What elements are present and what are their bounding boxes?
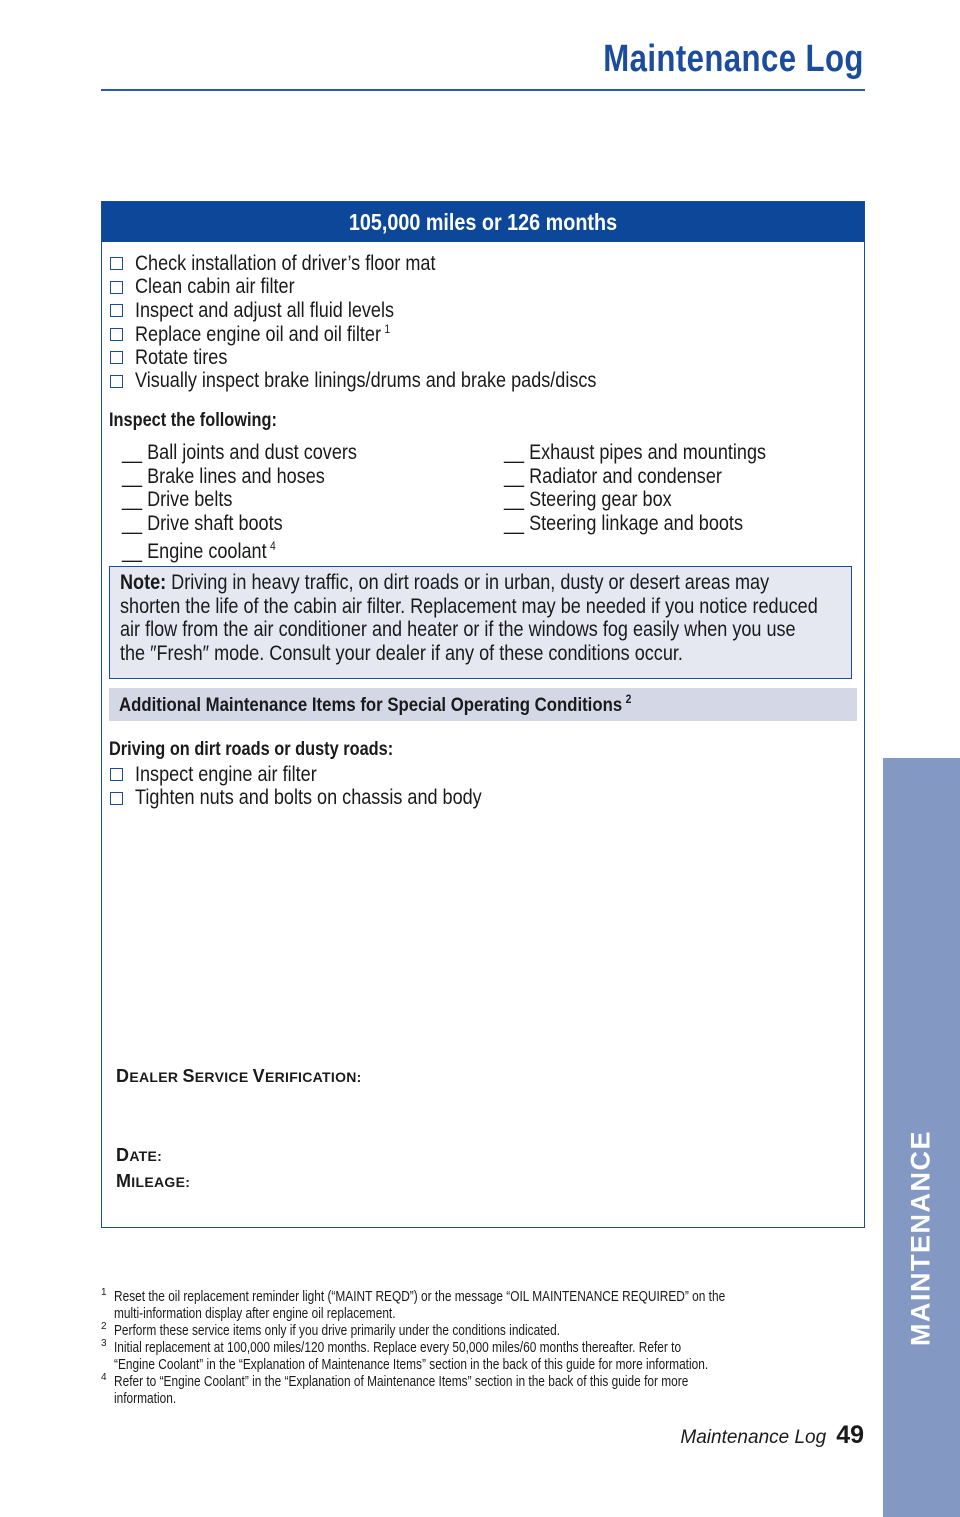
check-label: Inspect and adjust all fluid levels: [135, 298, 395, 322]
side-tab-label: MAINTENANCE: [905, 1130, 936, 1346]
inspect-item: __ Ball joints and dust covers: [122, 441, 357, 464]
check-item-cabin-filter: [110, 276, 672, 300]
check-item-rotate-tires: [110, 346, 672, 370]
maintenance-interval-box: [101, 201, 865, 1228]
footnote-ref: 1: [384, 321, 391, 336]
check-item-engine-oil: [110, 323, 672, 347]
checkbox[interactable]: [110, 281, 123, 294]
check-label: Visually inspect brake linings/drums and brake pads/discs: [135, 369, 597, 393]
inspect-heading: Inspect the following:: [109, 410, 277, 431]
section-side-tab: [883, 758, 960, 1517]
footnote: 3 Initial replacement at 100,000 miles/120 months. Replace every 50,000 miles/60 months thereafter. Refer to “Engine Coolant” in the “Explanation of Maintenance Items” section in the back of this guide for more information.: [101, 1338, 709, 1373]
checkbox[interactable]: [110, 257, 123, 270]
inspect-item: __ Engine coolant $^4$: [122, 539, 276, 563]
checkbox[interactable]: [110, 304, 123, 317]
check-label: Clean cabin air filter: [135, 275, 295, 299]
note-text: air flow from the air conditioner and heater or if the windows fog easily when you use: [120, 618, 796, 641]
inspect-item: __ Radiator and condenser: [504, 464, 722, 488]
check-item-floor-mat: [110, 252, 672, 276]
page-title: Maintenance Log: [603, 38, 864, 80]
note-box: [109, 566, 852, 679]
inspect-item: __ Steering gear box: [504, 488, 672, 511]
check-label: Inspect engine air filter: [135, 762, 317, 786]
mileage-label: MILEAGE:: [116, 1171, 191, 1191]
checkbox[interactable]: [110, 328, 123, 341]
checkbox[interactable]: [110, 351, 123, 364]
check-item-fluid-levels: [110, 299, 672, 323]
note-text: Driving in heavy traffic, on dirt roads or in urban, dusty or desert areas may: [171, 571, 770, 594]
check-item-nuts-bolts: [110, 787, 538, 811]
note-text: the ″Fresh″ mode. Consult your dealer if any of these conditions occur.: [120, 641, 683, 665]
inspect-item: __ Exhaust pipes and mountings: [504, 441, 767, 464]
title-divider: [101, 89, 865, 91]
footer-label: Maintenance Log: [680, 1427, 827, 1448]
driving-condition-heading: Driving on dirt roads or dusty roads:: [109, 739, 394, 760]
dealer-verification-label: DEALER SERVICE VERIFICATION:: [116, 1066, 362, 1086]
page-footer: [680, 1421, 864, 1450]
checkbox[interactable]: [110, 768, 123, 781]
inspect-item: __ Steering linkage and boots: [504, 511, 743, 535]
date-label: DATE:: [116, 1145, 163, 1165]
special-checklist: [110, 763, 538, 810]
inspect-list-right: [504, 441, 809, 535]
check-label: Replace engine oil and oil filter $^1$: [135, 321, 391, 346]
footnote-ref: 4: [270, 539, 276, 553]
page-number: 49: [836, 1421, 864, 1449]
service-checklist: [110, 252, 672, 393]
check-label: Check installation of driver’s floor mat: [135, 251, 436, 275]
check-item-air-filter: [110, 763, 538, 787]
checkbox[interactable]: [110, 375, 123, 388]
footnote: 4 Refer to “Engine Coolant” in the “Explanation of Maintenance Items” section in the back of this guide for more information.: [101, 1372, 689, 1407]
inspect-item: __ Drive shaft boots: [122, 511, 283, 535]
note-text: shorten the life of the cabin air filter. Replacement may be needed if you notice reduced: [120, 594, 818, 618]
check-item-brakes: [110, 370, 672, 394]
footnotes: [101, 1289, 865, 1408]
footnote-ref: 2: [625, 692, 632, 706]
inspect-item: __ Drive belts: [122, 488, 233, 511]
note-label: Note:: [120, 571, 167, 594]
checkbox[interactable]: [110, 792, 123, 805]
inspect-item: __ Brake lines and hoses: [122, 464, 325, 488]
footnote: 1 Reset the oil replacement reminder light (“MAINT REQD”) or the message “OIL MAINTENANCE REQUIRED” on the multi-information display after engine oil replacement.: [101, 1287, 726, 1322]
special-conditions-heading: Additional Maintenance Items for Special Operating Conditions $^2$: [109, 688, 857, 721]
check-label: Tighten nuts and bolts on chassis and body: [135, 786, 482, 810]
check-label: Rotate tires: [135, 345, 228, 369]
inspect-list-left: [122, 441, 395, 563]
footnote: 2 Perform these service items only if you drive primarily under the conditions indicated.: [101, 1321, 561, 1339]
interval-heading: 105,000 miles or 126 months: [102, 202, 864, 242]
